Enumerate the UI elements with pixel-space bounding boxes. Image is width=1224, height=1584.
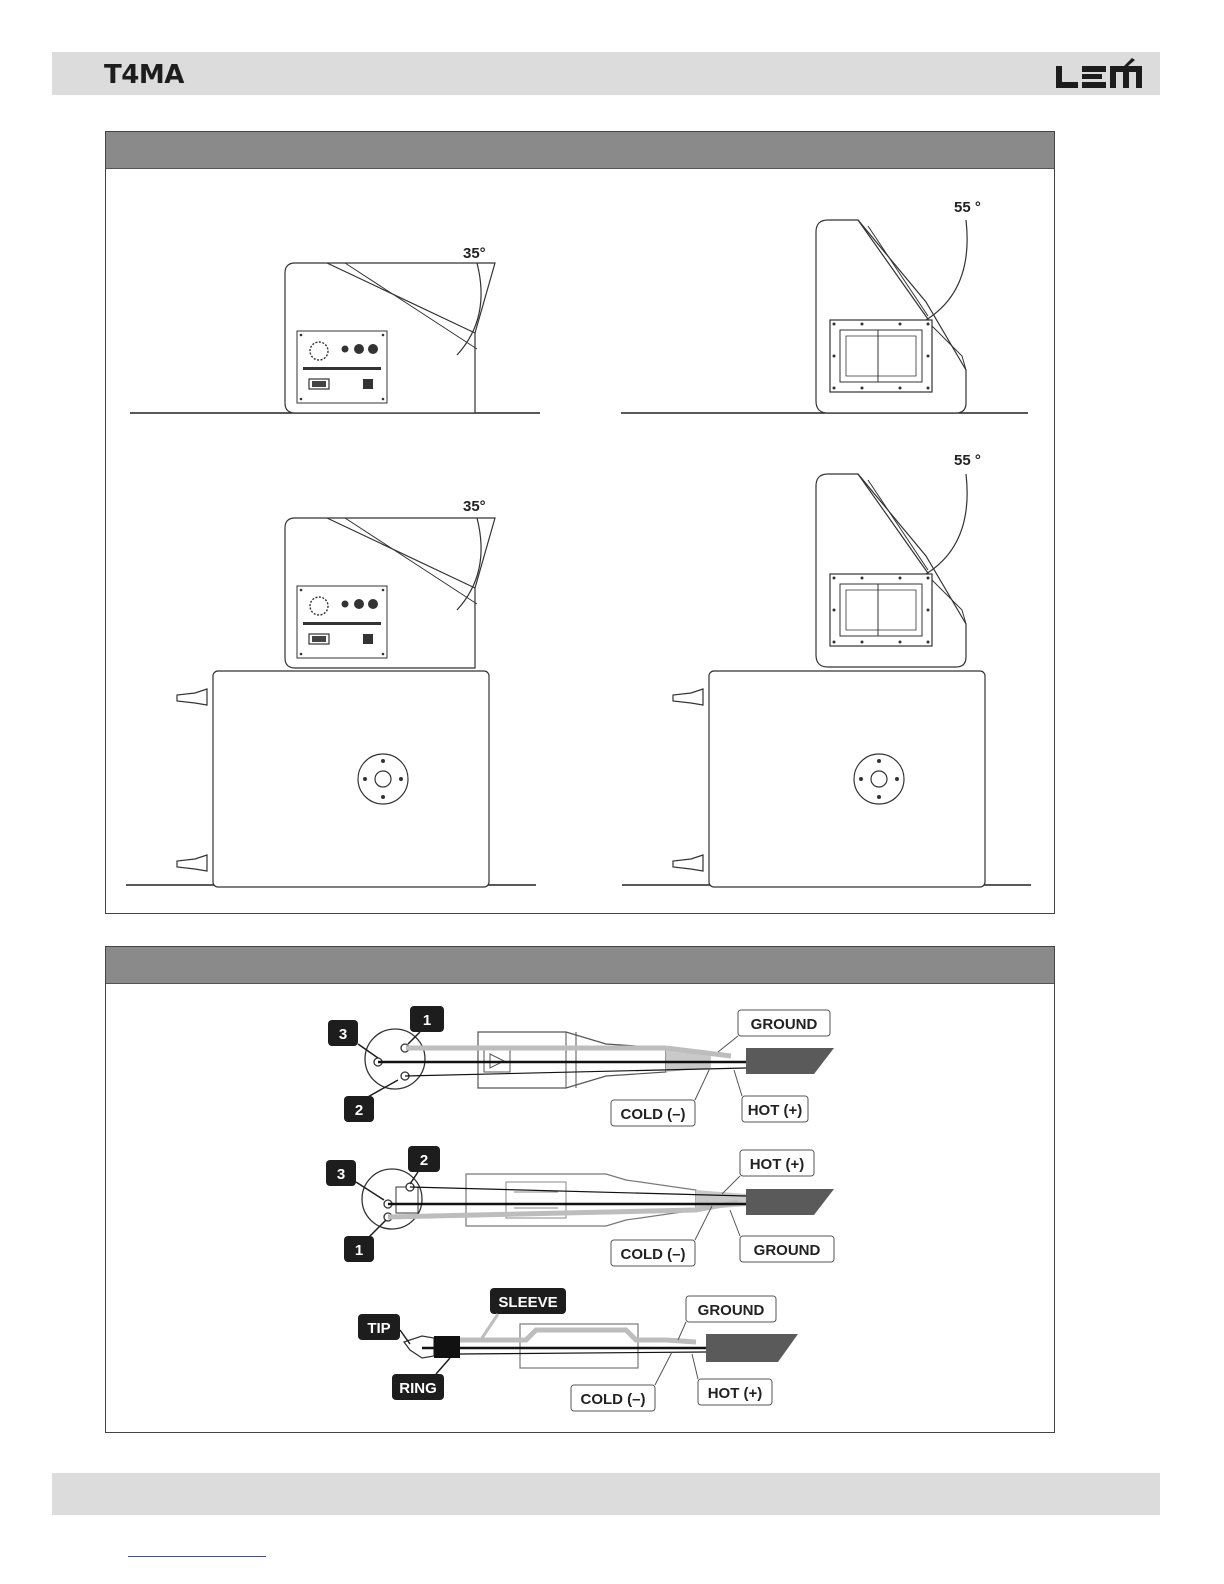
xlr-female-cold-label: COLD (–)	[620, 1246, 686, 1263]
footer-link-underline	[128, 1556, 266, 1557]
xlr-female-connector	[362, 1169, 834, 1229]
angle-label-left-bottom: 35°	[463, 498, 486, 515]
xlr-male-pin-3: 3	[338, 1026, 348, 1043]
header-bar	[52, 52, 1160, 95]
xlr-female-pin-1: 1	[354, 1242, 364, 1259]
xlr-male-connector	[365, 1029, 834, 1089]
jack-ground-label: GROUND	[697, 1302, 765, 1319]
jack-hot-label: HOT (+)	[707, 1385, 763, 1402]
model-title: T4MA	[104, 60, 184, 90]
jack-cold-label: COLD (–)	[580, 1391, 646, 1408]
xlr-male-ground-label: GROUND	[750, 1016, 818, 1033]
placement-panel-header	[106, 132, 1054, 169]
wiring-panel	[105, 946, 1055, 1433]
lem-logo	[1054, 56, 1146, 92]
angle-label-right-top: 55 °	[954, 199, 981, 216]
placement-panel	[105, 131, 1055, 914]
angle-label-left-top: 35°	[463, 245, 486, 262]
xlr-male-pin-2: 2	[354, 1102, 364, 1119]
angle-label-right-bottom: 55 °	[954, 452, 981, 469]
xlr-male-cold-label: COLD (–)	[620, 1106, 686, 1123]
xlr-male-pin-1: 1	[422, 1012, 432, 1029]
xlr-female-ground-label: GROUND	[753, 1242, 821, 1259]
xlr-female-pin-3: 3	[336, 1166, 346, 1183]
jack-sleeve-label: SLEEVE	[498, 1294, 558, 1311]
placement-figure	[106, 169, 1054, 914]
jack-tip-label: TIP	[367, 1320, 391, 1337]
footer-bar	[52, 1473, 1160, 1515]
jack-ring-label: RING	[399, 1380, 437, 1397]
xlr-female-pin-2: 2	[419, 1152, 429, 1169]
jack-connector	[404, 1324, 798, 1368]
wiring-panel-header	[106, 947, 1054, 984]
wiring-figure	[106, 984, 1054, 1433]
xlr-female-hot-label: HOT (+)	[749, 1156, 805, 1173]
xlr-male-hot-label: HOT (+)	[747, 1102, 803, 1119]
